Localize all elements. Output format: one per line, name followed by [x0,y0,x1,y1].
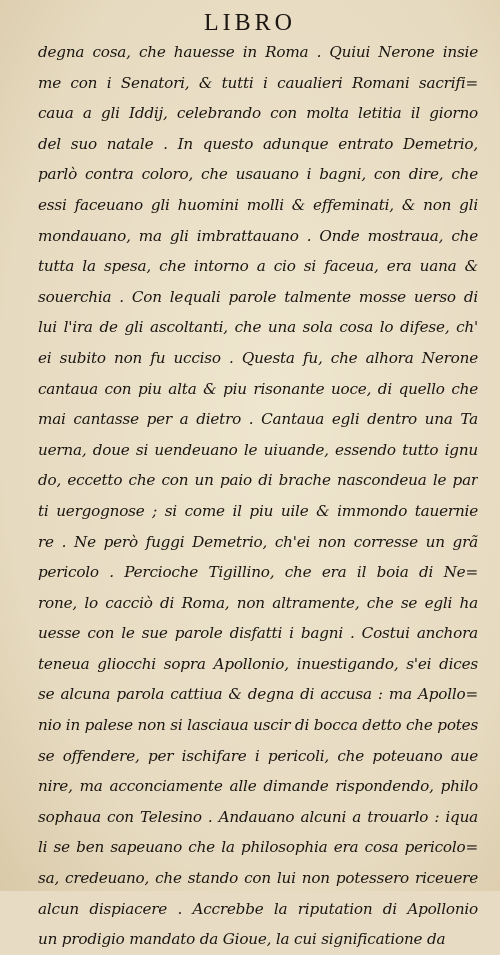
text-line: pericolo . Percioche Tigillino, che era il boia di Ne= [38,563,478,582]
text-line: essi faceuano gli huomini molli & effeminati, & non gli [38,195,478,214]
text-line: teneua gliocchi sopra Apollonio, inuestigando, s'ei dices [38,654,478,673]
text-line: uerna, doue si uendeuano le uiuande, essendo tutto ignu [38,440,478,459]
text-line: uesse con le sue parole disfatti i bagni . Costui anchora [38,624,478,643]
text-line: se alcuna parola cattiua & degna di accusa : ma Apollo= [38,685,478,704]
text-line: del suo natale . In questo adunque entrato Demetrio, [38,134,478,153]
text-line: sophaua con Telesino . Andauano alcuni a trouarlo : iqua [38,807,478,826]
running-head: LIBRO [204,10,296,36]
text-line: mondauano, ma gli imbrattauano . Onde mostraua, che [38,226,478,245]
text-line: rone, lo cacciò di Roma, non altramente, che se egli ha [38,593,478,612]
text-line: se offendere, per ischifare i pericoli, che poteuano aue [38,746,478,765]
text-line: nio in palese non si lasciaua uscir di bocca detto che potes [38,716,478,735]
text-line: nire, ma acconciamente alle dimande rispondendo, philo [38,777,478,796]
text-line: me con i Senatori, & tutti i caualieri Romani sacrifi= [38,73,478,92]
text-line: caua a gli Iddij, celebrando con molta letitia il giorno [38,104,478,123]
text-line: mai cantasse per a dietro . Cantaua egli dentro una Ta [38,410,478,429]
text-line: cantaua con piu alta & piu risonante uoce, di quello che [38,379,478,398]
body-text [38,37,478,955]
text-line: li se ben sapeuano che la philosophia era cosa pericolo= [38,838,478,857]
text-line: re . Ne però fuggi Demetrio, ch'ei non corresse un grã [38,532,478,551]
text-line: parlò contra coloro, che usauano i bagni, con dire, che [38,165,478,184]
text-line: degna cosa, che hauesse in Roma . Quiui Nerone insie [38,43,478,61]
text-line: un prodigio mandato da Gioue, la cui significatione da [38,930,446,949]
text-line: ei subito non fu ucciso . Questa fu, che alhora Nerone [38,348,478,367]
text-line: sa, credeuano, che stando con lui non potessero riceuere [38,869,478,888]
text-line: tutta la spesa, che intorno a cio si faceua, era uana & [38,257,478,276]
text-line: alcun dispiacere . Accrebbe la riputation di Apollonio [38,899,478,918]
text-line: lui l'ira de gli ascoltanti, che una sola cosa lo difese, ch' [38,318,478,337]
text-line: ti uergognose ; si come il piu uile & immondo tauernie [38,501,478,520]
text-line: souerchia . Con lequali parole talmente mosse uerso di [38,287,478,306]
text-line: do, eccetto che con un paio di brache nascondeua le par [38,471,478,490]
